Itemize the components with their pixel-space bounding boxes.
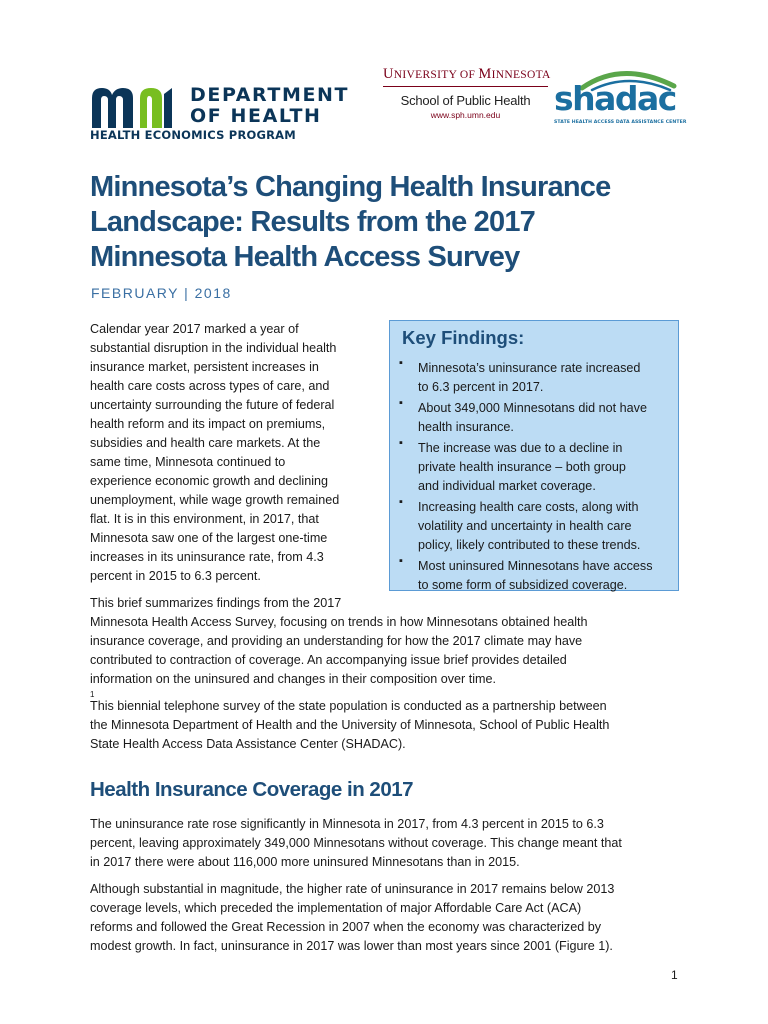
square-bullet-icon: ▪ (399, 357, 403, 369)
umn-divider (383, 86, 548, 87)
publication-date: FEBRUARY | 2018 (91, 285, 232, 301)
square-bullet-icon: ▪ (399, 397, 403, 409)
section-heading: Health Insurance Coverage in 2017 (90, 778, 414, 801)
title-line: Minnesota Health Access Survey (90, 241, 520, 273)
key-findings-box (389, 320, 679, 591)
footnote-marker[interactable]: 1 (90, 689, 95, 699)
list-item: ▪ The increase was due to a decline in private health insurance – both group and individual market coverage. (390, 439, 680, 496)
key-findings-title: Key Findings: (402, 327, 525, 348)
square-bullet-icon: ▪ (399, 496, 403, 508)
square-bullet-icon: ▪ (399, 437, 403, 449)
mdh-program-label: HEALTH ECONOMICS PROGRAM (90, 128, 296, 142)
shadac-tagline: STATE HEALTH ACCESS DATA ASSISTANCE CENTER (554, 120, 687, 125)
umn-school-name: School of Public Health (400, 93, 531, 108)
square-bullet-icon: ▪ (399, 555, 403, 567)
mn-logo-mark-icon (90, 84, 182, 130)
key-findings-list (390, 359, 680, 595)
mdh-line-2: OF HEALTH (190, 105, 322, 127)
list-item: ▪ About 349,000 Minnesotans did not have health insurance. (390, 399, 680, 437)
intro-paragraph: Calendar year 2017 marked a year of substantial disruption in the individual health insurance market, persistent increases in health care costs across types of care, and uncertainty surrounding the future of federal health reform and its impact on premiums, subsidies and health care markets. At the same time, Minnesota continued to experience economic growth and declining unemployment, while wage growth remained flat. It is in this environment, in 2017, that Minnesota saw one of the largest one-time increases in its uninsurance rate, from 4.3 percent in 2015 to 6.3 percent. (90, 322, 340, 583)
brief-paragraph: This brief summarizes findings from the 2017 Minnesota Health Access Survey, focusing on trends in how Minnesotans obtained health insurance coverage, and providing an understanding for how the 2017 climate may have contributed to contraction of coverage. An accompanying issue brief provides detailed information on the uninsured and changes in their composition over time. $^1$ (90, 596, 588, 699)
mdh-logo (90, 84, 350, 144)
umn-name: UNIVERSITY OF MINNESOTA (383, 66, 551, 82)
survey-paragraph: This biennial telephone survey of the state population is conducted as a partnership between the Minnesota Department of Health and the University of Minnesota, School of Public Health State Health Access Data Assistance Center (SHADAC). (90, 699, 610, 751)
page-number: 1 (671, 968, 678, 982)
umn-url: www.sph.umn.edu (430, 110, 501, 120)
mdh-line-1: DEPARTMENT (190, 84, 350, 106)
list-item: ▪ Most uninsured Minnesotans have access to some form of subsidized coverage. (390, 557, 680, 595)
shadac-logo (552, 66, 687, 128)
list-item: ▪ Increasing health care costs, along with volatility and uncertainty in health care policy, likely contributed to these trends. (390, 498, 680, 555)
title-line: Landscape: Results from the 2017 (90, 206, 535, 238)
mdh-wordmark (190, 85, 349, 127)
list-item: ▪ Minnesota’s uninsurance rate increased to 6.3 percent in 2017. (390, 359, 680, 397)
shadac-wordmark: shadac (554, 79, 676, 118)
title-line: Minnesota’s Changing Health Insurance (90, 171, 611, 203)
uninsurance-rate-paragraph: The uninsurance rate rose significantly in Minnesota in 2017, from 4.3 percent in 2015 to 6.3 percent, leaving approximately 349,000 Minnesotans without coverage. This change meant that in 2017 there were about 116,000 more uninsured Minnesotans than in 2015. (90, 817, 622, 869)
recession-paragraph: Although substantial in magnitude, the higher rate of uninsurance in 2017 remains below 2013 coverage levels, which preceded the implementation of major Affordable Care Act (ACA) reforms and followed the Great Recession in 2007 when the economy was characterized by modest growth. In fact, uninsurance in 2017 was lower than most years since 2001 (Figure 1). (90, 882, 615, 953)
document-title (90, 170, 690, 275)
umn-sph-logo (383, 66, 551, 128)
